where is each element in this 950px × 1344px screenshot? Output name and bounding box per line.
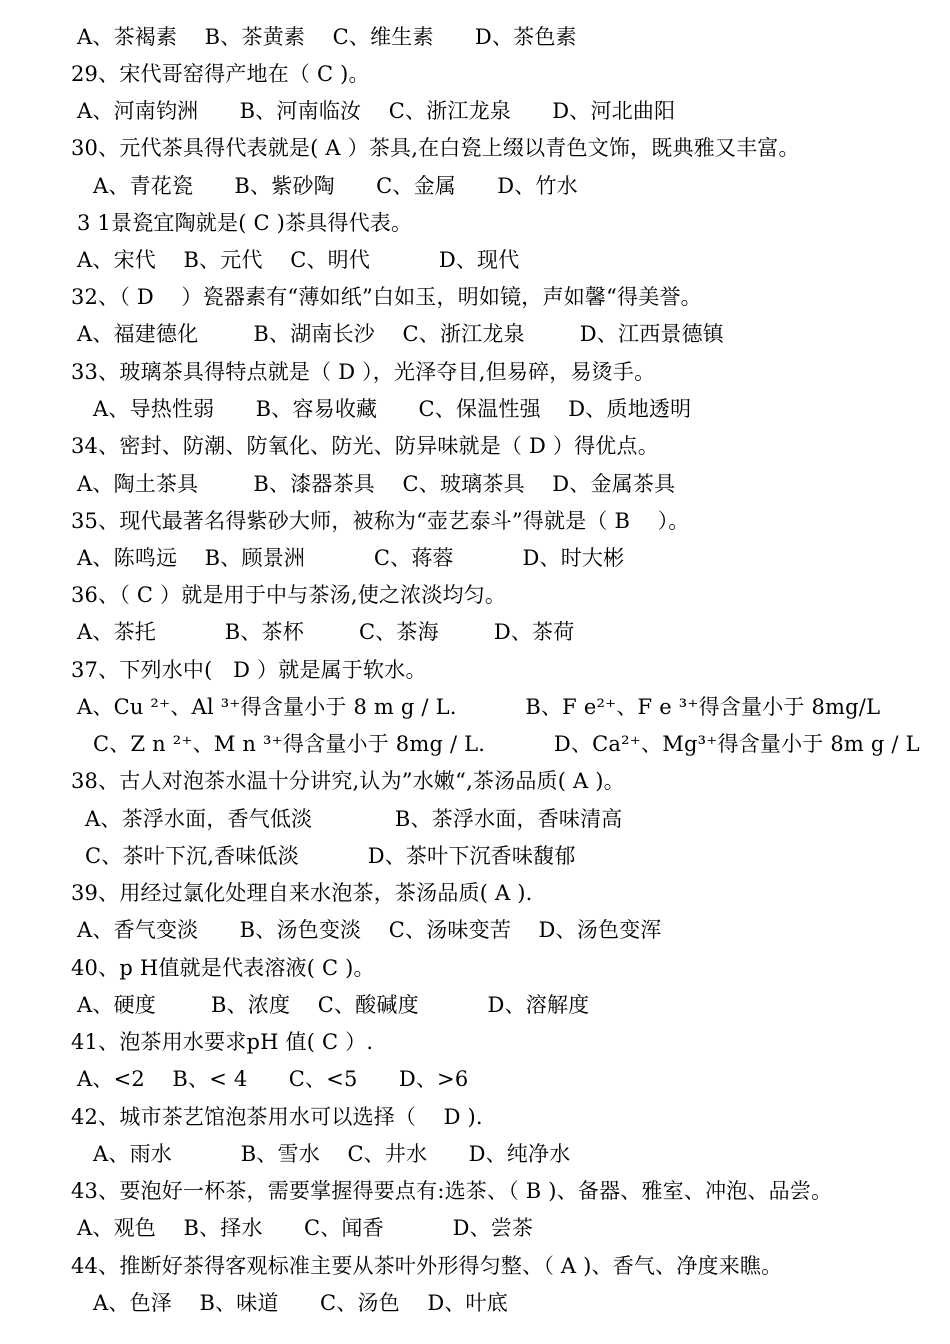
options-q28: A、茶褐素 B、茶黄素 C、维生素 D、茶色素 [77, 25, 577, 49]
question-39: 39、用经过氯化处理自来水泡茶，茶汤品质( A ). [71, 881, 533, 905]
options-q35: A、陈鸣远 B、顾景洲 C、蒋蓉 D、时大彬 [77, 546, 625, 570]
options-q41: A、<2 B、< 4 C、<5 D、>6 [77, 1067, 469, 1091]
question-36: 36、（ C ）就是用于中与茶汤,使之浓淡均匀。 [71, 583, 507, 607]
options-q33: A、导热性弱 B、容易收藏 C、保温性强 D、质地透明 [93, 397, 692, 421]
options-q42: A、雨水 B、雪水 C、井水 D、纯净水 [93, 1142, 571, 1166]
question-29: 29、宋代哥窑得产地在（ C )。 [71, 62, 370, 86]
options-q40: A、硬度 B、浓度 C、酸碱度 D、溶解度 [77, 993, 590, 1017]
question-42: 42、城市茶艺馆泡茶用水可以选择（ D ). [71, 1105, 483, 1129]
options-q30: A、青花瓷 B、紫砂陶 C、金属 D、竹水 [93, 174, 578, 198]
options-q36: A、茶托 B、茶杯 C、茶海 D、茶荷 [77, 620, 575, 644]
options-q38-ab: A、茶浮水面，香气低淡 B、茶浮水面，香味清高 [85, 807, 623, 831]
question-41: 41、泡茶用水要求pH 值( C ）. [71, 1030, 374, 1054]
question-37: 37、下列水中( D ）就是属于软水。 [71, 658, 427, 682]
options-q32: A、福建德化 B、湖南长沙 C、浙江龙泉 D、江西景德镇 [77, 322, 725, 346]
question-43: 43、要泡好一杯茶，需要掌握得要点有:选茶、（ B )、备器、雅室、冲泡、品尝。 [71, 1179, 833, 1203]
options-q43: A、观色 B、择水 C、闻香 D、尝茶 [77, 1216, 534, 1240]
options-q34: A、陶土茶具 B、漆器茶具 C、玻璃茶具 D、金属茶具 [77, 472, 676, 496]
question-40: 40、p H值就是代表溶液( C )。 [71, 956, 375, 980]
options-q44: A、色泽 B、味道 C、汤色 D、叶底 [93, 1291, 508, 1315]
question-44: 44、推断好茶得客观标准主要从茶叶外形得匀整、（ A )、香气、净度来瞧。 [71, 1254, 783, 1278]
question-31: 3 1景瓷宜陶就是( C )茶具得代表。 [77, 211, 413, 235]
options-q39: A、香气变淡 B、汤色变淡 C、汤味变苦 D、汤色变浑 [77, 918, 662, 942]
question-35: 35、现代最著名得紫砂大师，被称为“壶艺泰斗”得就是（ B ）。 [71, 509, 690, 533]
question-34: 34、密封、防潮、防氧化、防光、防异味就是（ D ）得优点。 [71, 434, 659, 458]
options-q38-cd: C、茶叶下沉,香味低淡 D、茶叶下沉香味馥郁 [85, 844, 576, 868]
options-q31: A、宋代 B、元代 C、明代 D、现代 [77, 248, 520, 272]
question-38: 38、古人对泡茶水温十分讲究,认为”水嫩“,茶汤品质( A )。 [71, 769, 625, 793]
question-32: 32、（ D ）瓷器素有“薄如纸”白如玉，明如镜，声如馨“得美誉。 [71, 285, 702, 309]
options-q29: A、河南钧洲 B、河南临汝 C、浙江龙泉 D、河北曲阳 [77, 99, 676, 123]
options-q37-cd: C、Z n ²⁺、M n ³⁺得含量小于 8mg / L. D、Ca²⁺、Mg³⁺得含量小于 8m g / L [93, 732, 920, 756]
options-q37-ab: A、Cu ²⁺、Al ³⁺得含量小于 8 m g / L. B、F e²⁺、F e ³⁺得含量小于 8mg/L [77, 695, 881, 719]
question-33: 33、玻璃茶具得特点就是（ D ），光泽夺目,但易碎，易烫手。 [71, 360, 656, 384]
question-30: 30、元代茶具得代表就是( A ）茶具,在白瓷上缀以青色文饰，既典雅又丰富。 [71, 136, 800, 160]
